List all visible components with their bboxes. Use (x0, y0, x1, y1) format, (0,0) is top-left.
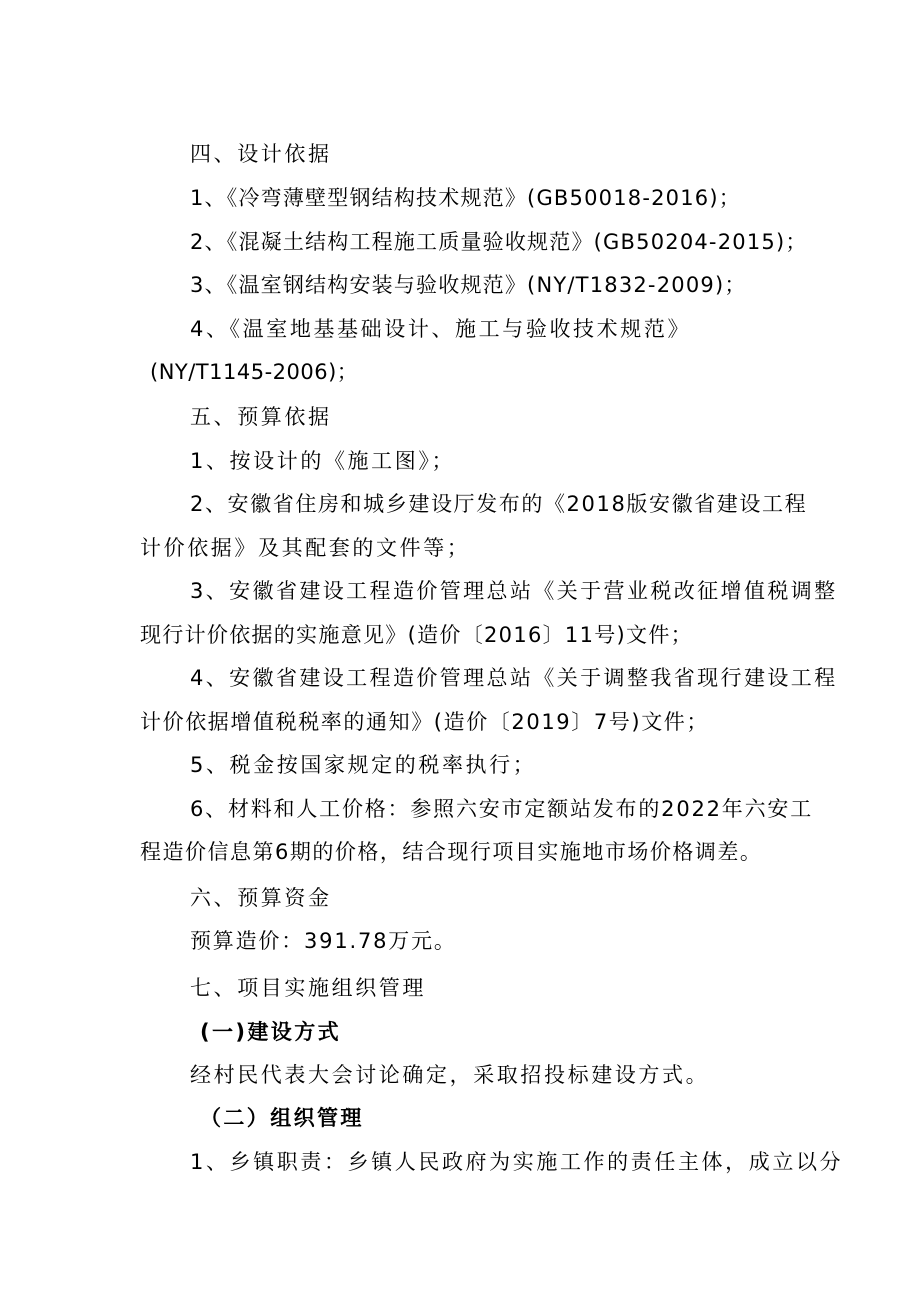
design-basis-item-2: 2、《混凝土结构工程施工质量验收规范》(GB50204-2015)； (190, 230, 808, 254)
subheading-construction-method: (一)建设方式 (200, 1020, 341, 1044)
subheading-organization-management: （二）组织管理 (200, 1106, 364, 1130)
section-heading-budget-funds: 六、预算资金 (190, 886, 332, 910)
budget-basis-item-4-continued: 计价依据增值税税率的通知》(造价〔2019〕7号)文件； (140, 710, 709, 734)
budget-basis-item-2-continued: 计价依据》及其配套的文件等； (140, 536, 471, 560)
construction-method-text: 经村民代表大会讨论确定，采取招投标建设方式。 (190, 1063, 710, 1087)
budget-cost: 预算造价：391.78万元。 (190, 929, 457, 953)
budget-basis-item-1: 1、按设计的《施工图》； (190, 449, 456, 473)
township-duties-text: 1、乡镇职责：乡镇人民政府为实施工作的责任主体，成立以分 (190, 1150, 844, 1174)
design-basis-item-1: 1、《冷弯薄壁型钢结构技术规范》(GB50018-2016)； (190, 186, 741, 210)
budget-basis-item-2: 2、安徽省住房和城乡建设厅发布的《2018版安徽省建设工程 (190, 492, 808, 516)
design-basis-item-4: 4、《温室地基基础设计、施工与验收技术规范》 (190, 317, 692, 341)
budget-basis-item-4: 4、安徽省建设工程造价管理总站《关于调整我省现行建设工程 (190, 666, 838, 690)
budget-basis-item-3: 3、安徽省建设工程造价管理总站《关于营业税改征增值税调整 (190, 579, 838, 603)
section-heading-budget-basis: 五、预算依据 (190, 405, 332, 429)
budget-basis-item-3-continued: 现行计价依据的实施意见》(造价〔2016〕11号)文件； (140, 623, 693, 647)
budget-basis-item-6: 6、材料和人工价格：参照六安市定额站发布的2022年六安工 (190, 797, 814, 821)
budget-basis-item-5: 5、税金按国家规定的税率执行； (190, 753, 537, 777)
budget-basis-item-6-continued: 程造价信息第6期的价格，结合现行项目实施地市场价格调差。 (140, 840, 763, 864)
section-heading-design-basis: 四、设计依据 (190, 142, 332, 166)
design-basis-item-3: 3、《温室钢结构安装与验收规范》(NY/T1832-2009)； (190, 273, 747, 297)
section-heading-organization: 七、项目实施组织管理 (190, 976, 426, 1000)
design-basis-item-4-continued: (NY/T1145-2006)； (150, 360, 359, 384)
